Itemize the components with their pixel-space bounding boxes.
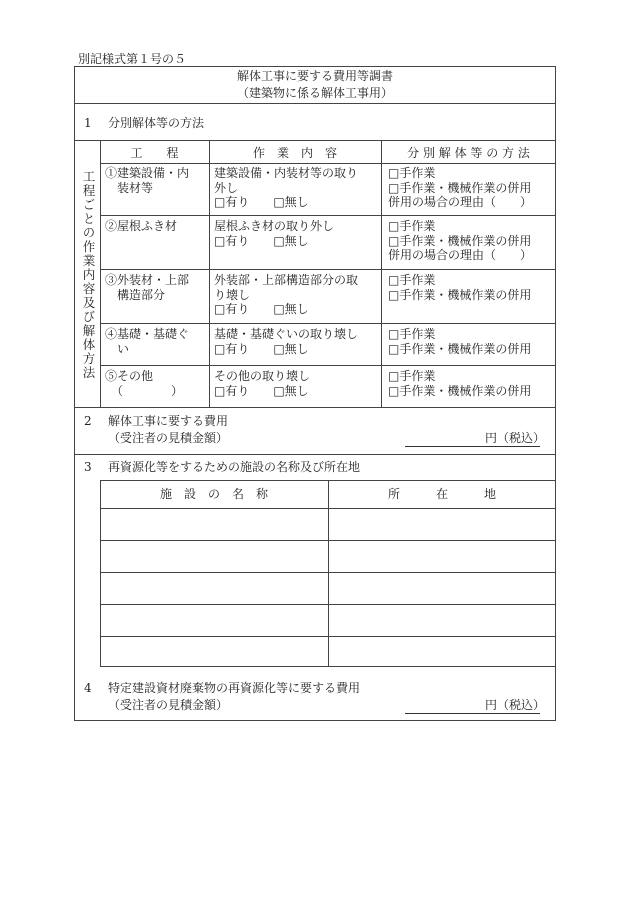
section-heading: 特定建設資材廃棄物の再資源化等に要する費用 (108, 681, 361, 695)
combined-checkbox[interactable]: □手作業・機械作業の併用 (388, 180, 532, 195)
divider (74, 103, 556, 104)
section-number: 4 (84, 681, 92, 695)
work-cell: 外装部・上部構造部分の取 り壊し □有り □無し (214, 273, 359, 316)
divider (209, 140, 210, 407)
form-number: 別記様式第１号の５ (78, 52, 187, 66)
has-checkbox-pair[interactable]: □有り □無し (214, 341, 309, 356)
has-checkbox-pair[interactable]: □有り □無し (214, 195, 309, 209)
divider (100, 572, 556, 573)
work-cell: 基礎・基礎ぐいの取り壊し □有り □無し (214, 327, 359, 356)
amount-field[interactable] (405, 713, 540, 714)
form-title: 解体工事に要する費用等調書 (236, 69, 393, 83)
process-cell: ⑤その他 （ ） (105, 369, 184, 398)
col-header-facility-name: 施 設 の 名 称 (159, 487, 268, 501)
work-cell: 屋根ふき材の取り外し □有り □無し (214, 219, 335, 248)
divider (100, 636, 556, 637)
combined-checkbox[interactable]: □手作業・機械作業の併用 (388, 383, 532, 398)
divider (100, 269, 556, 270)
manual-checkbox[interactable]: □手作業 (388, 166, 436, 180)
has-checkbox-pair[interactable]: □有り □無し (214, 302, 309, 316)
work-cell: その他の取り壊し □有り □無し (214, 369, 311, 398)
divider (100, 365, 556, 366)
divider (74, 140, 556, 141)
divider (100, 323, 556, 324)
process-cell: ②屋根ふき材 (105, 219, 178, 233)
process-side-label: 工程ごとの作業内容及び解体方法 (81, 170, 96, 380)
manual-checkbox[interactable]: □手作業 (388, 327, 436, 341)
method-cell (388, 219, 532, 263)
manual-checkbox[interactable]: □手作業 (388, 273, 436, 287)
section-heading: 解体工事に要する費用 (108, 414, 229, 428)
has-checkbox-pair[interactable]: □有り □無し (214, 383, 309, 398)
col-header-work: 作 業 内 容 (252, 146, 337, 160)
col-header-method: 分 別 解 体 等 の 方 法 (407, 146, 530, 160)
method-cell (388, 327, 531, 356)
divider (100, 140, 101, 407)
divider (74, 407, 556, 408)
divider (100, 163, 556, 164)
other-input[interactable]: （ ） (105, 383, 184, 398)
col-header-location: 所 在 地 (387, 487, 496, 501)
work-cell: 建築設備・内装材等の取り 外し □有り □無し (214, 166, 359, 209)
section-subheading: （受注者の見積金額） (108, 698, 229, 712)
manual-checkbox[interactable]: □手作業 (388, 369, 436, 383)
method-cell (388, 273, 531, 302)
section-heading: 分別解体等の方法 (108, 116, 205, 130)
combined-checkbox[interactable]: □手作業・機械作業の併用 (388, 287, 532, 302)
manual-checkbox[interactable]: □手作業 (388, 219, 436, 233)
section-number: 2 (84, 414, 92, 428)
divider (381, 140, 382, 407)
divider (74, 454, 556, 455)
col-header-process: 工 程 (130, 146, 179, 160)
method-cell (388, 369, 531, 398)
divider (100, 215, 556, 216)
form-subtitle: （建築物に係る解体工事用） (236, 86, 393, 100)
method-cell (388, 166, 532, 210)
reason-field[interactable]: 併用の場合の理由（ ） (388, 195, 533, 209)
section-number: 1 (84, 116, 92, 130)
section-number: 3 (84, 460, 92, 474)
divider (100, 540, 556, 541)
combined-checkbox[interactable]: □手作業・機械作業の併用 (388, 341, 532, 356)
amount-unit: 円（税込） (485, 431, 546, 445)
reason-field[interactable]: 併用の場合の理由（ ） (388, 248, 533, 262)
section-subheading: （受注者の見積金額） (108, 431, 229, 445)
divider (100, 604, 556, 605)
has-checkbox-pair[interactable]: □有り □無し (214, 233, 309, 248)
amount-field[interactable] (405, 446, 540, 447)
process-cell: ③外装材・上部 構造部分 (105, 273, 190, 302)
combined-checkbox[interactable]: □手作業・機械作業の併用 (388, 233, 532, 248)
amount-unit: 円（税込） (485, 698, 546, 712)
process-cell: ④基礎・基礎ぐ い (105, 327, 190, 356)
divider (100, 508, 556, 509)
section-heading: 再資源化等をするための施設の名称及び所在地 (108, 460, 361, 474)
process-cell: ①建築設備・内 装材等 (105, 166, 190, 195)
